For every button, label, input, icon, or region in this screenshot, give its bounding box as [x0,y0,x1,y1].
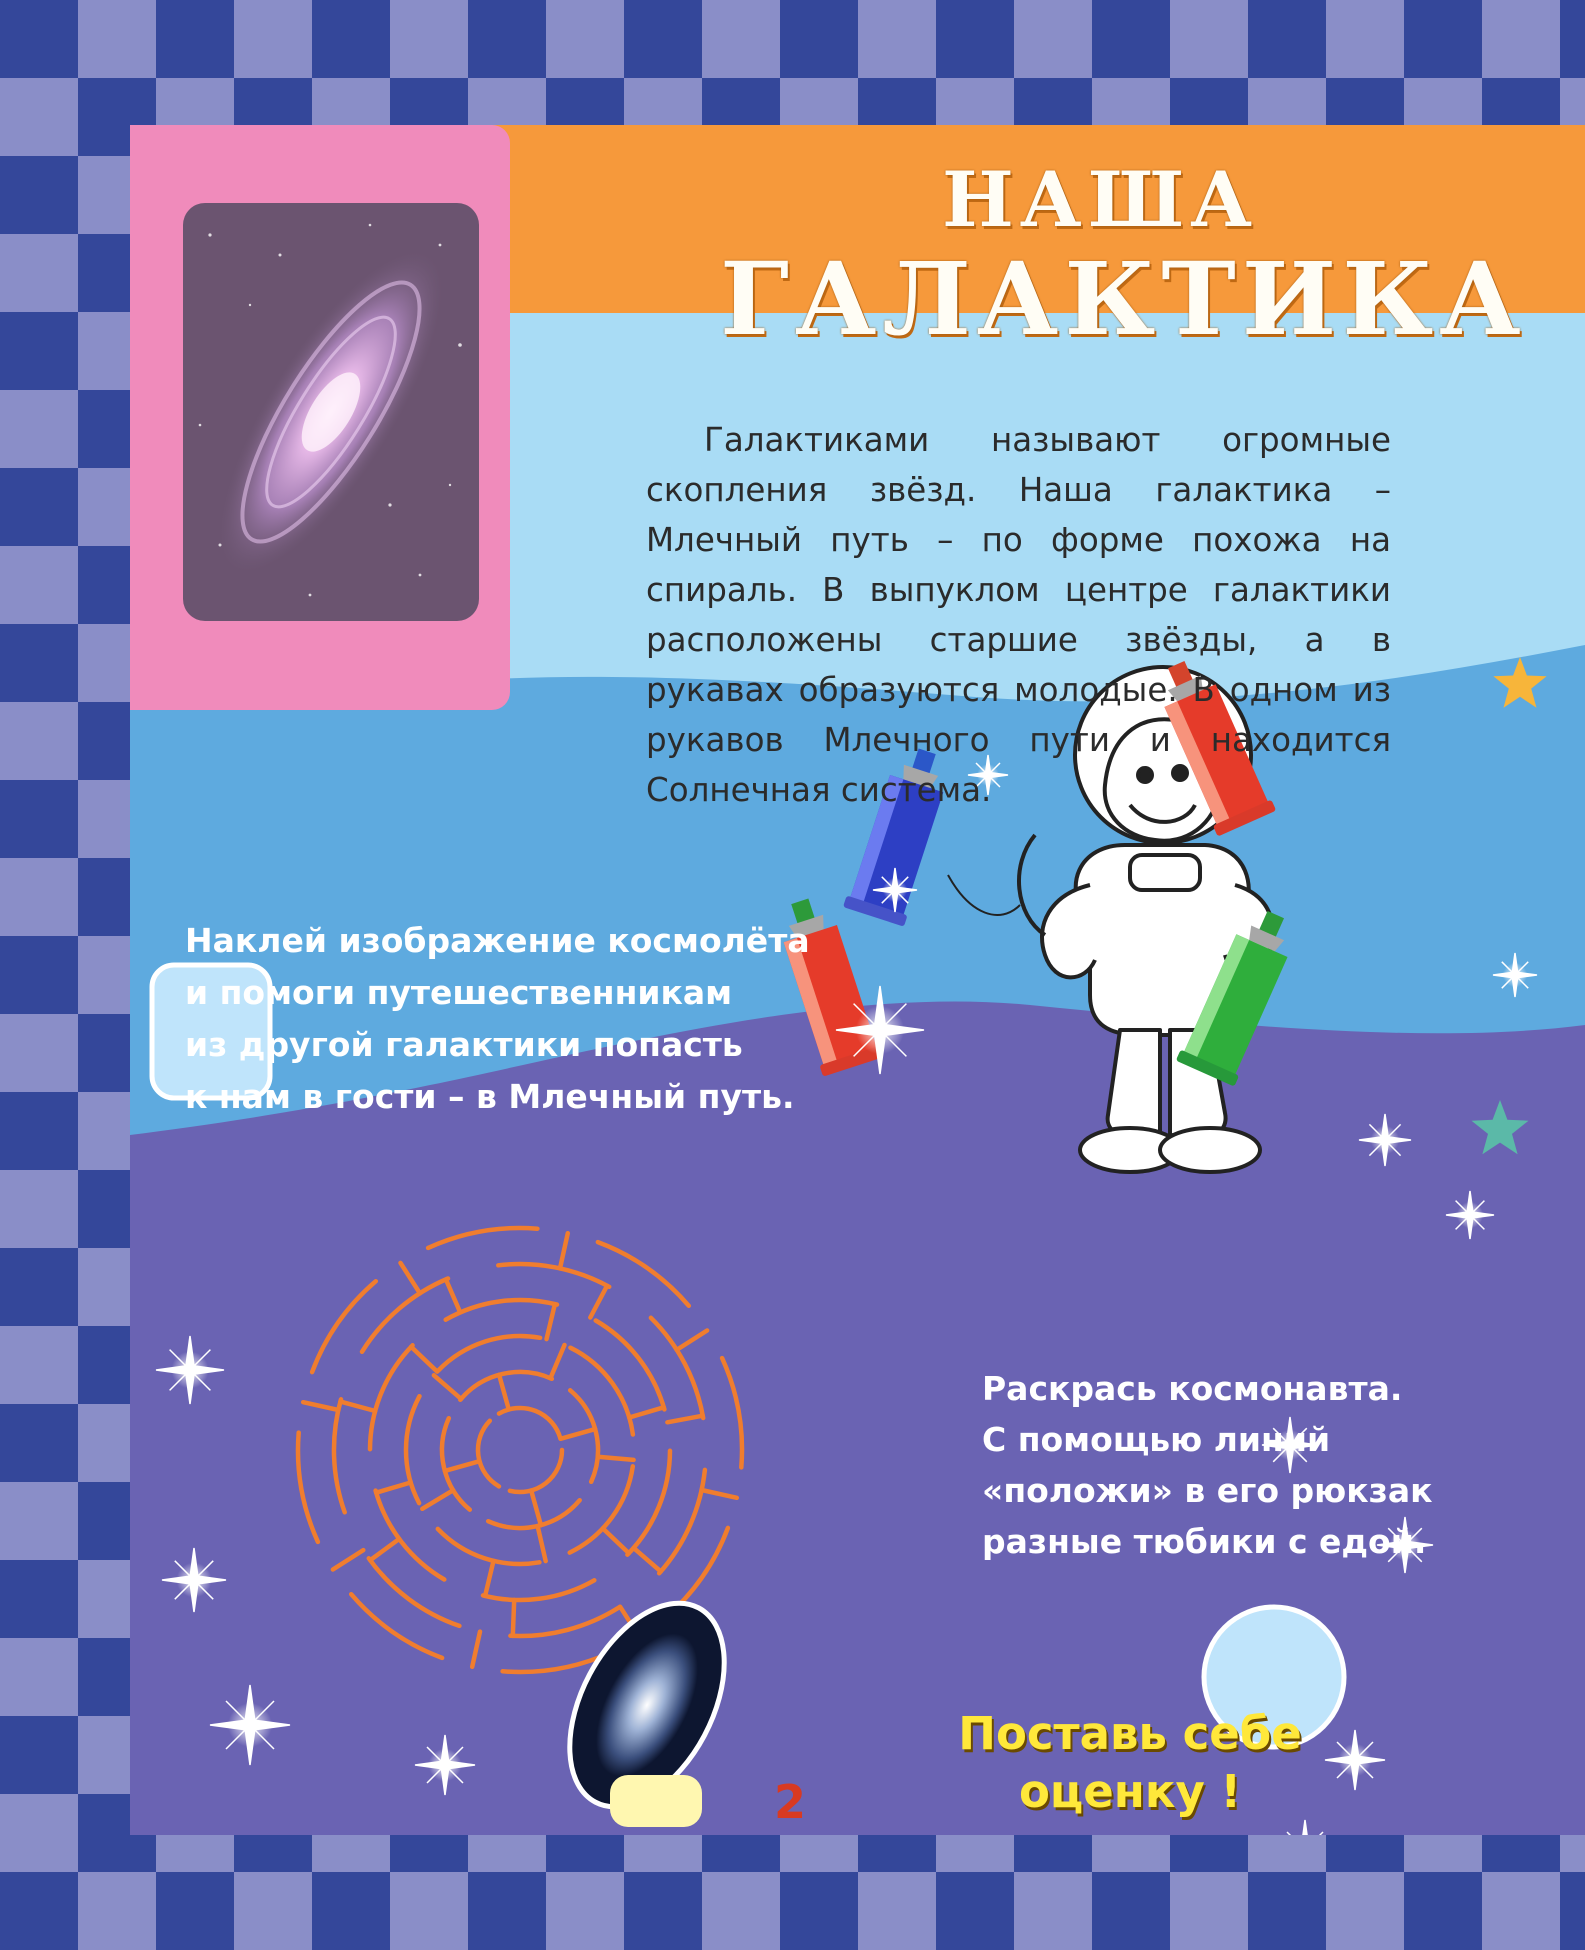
border-square [0,1404,78,1482]
border-square [156,1872,234,1950]
border-square [156,0,234,78]
border-square [0,858,78,936]
border-square [1560,0,1585,78]
border-square [0,0,78,78]
galaxy-description: Галактиками называют огромные скопления звёзд. Наша галактика – Млечный путь – по форме похожа на спираль. В выпуклом центре галактики расположены старшие звёзды, а в рукавах образуются молодые. В одном из рукавов Млечного пути и находится Солнечная система. [646,421,1391,809]
border-square [1014,0,1092,78]
border-square [936,1872,1014,1950]
border-square [1404,0,1482,78]
coloring-task-instructions [982,1363,1433,1567]
border-square [1014,1872,1092,1950]
border-square [0,1248,78,1326]
title-line-2: ГАЛАКТИКА [720,240,1527,358]
border-square [0,1482,78,1560]
border-square [1404,1872,1482,1950]
task-line: разные тюбики с едой. [982,1522,1427,1561]
border-square [0,1872,78,1950]
content-panel [130,125,1585,1835]
maze-task-instructions [185,915,810,1123]
border-square [858,1872,936,1950]
border-square [0,1716,78,1794]
border-square [0,702,78,780]
grade-line: оценку ! [1019,1765,1241,1818]
border-square [1170,1872,1248,1950]
border-square [0,1326,78,1404]
border-square [0,390,78,468]
task-line: «положи» в его рюкзак [982,1471,1433,1510]
border-square [624,1872,702,1950]
border-square [0,1014,78,1092]
grade-line: Поставь себе [958,1707,1302,1760]
maze-wall [513,1600,514,1636]
border-square [468,1872,546,1950]
border-square [1092,0,1170,78]
border-square [0,1638,78,1716]
border-square [312,0,390,78]
border-square [1326,0,1404,78]
task-line: Наклей изображение космолёта [185,921,810,960]
maze-wall [598,1457,634,1460]
title-line-1: НАША [942,155,1258,244]
page-number-tab [610,1775,702,1827]
border-square [1170,0,1248,78]
border-square [0,234,78,312]
galaxy-photo [180,203,481,621]
border-square [0,546,78,624]
border-square [780,0,858,78]
task-line: Раскрась космонавта. [982,1369,1403,1408]
border-square [1482,0,1560,78]
border-square [858,0,936,78]
border-square [1560,1872,1585,1950]
border-square [936,0,1014,78]
border-square [0,468,78,546]
task-line: из другой галактики попасть [185,1025,743,1064]
border-square [702,1872,780,1950]
task-line: С помощью линий [982,1420,1331,1459]
border-square [0,780,78,858]
border-square [234,0,312,78]
border-square [0,1170,78,1248]
border-square [0,624,78,702]
border-square [702,0,780,78]
border-square [312,1872,390,1950]
border-square [0,936,78,1014]
border-square [0,1092,78,1170]
border-square [0,1560,78,1638]
border-square [1326,1872,1404,1950]
border-square [0,312,78,390]
task-line: и помоги путешественникам [185,973,733,1012]
border-square [78,1872,156,1950]
grade-prompt [910,1705,1350,1821]
border-square [0,1794,78,1872]
border-square [1248,1872,1326,1950]
border-square [780,1872,858,1950]
border-square [234,1872,312,1950]
border-square [78,0,156,78]
border-square [468,0,546,78]
task-line: к нам в гости – в Млечный путь. [185,1077,795,1116]
border-square [390,0,468,78]
border-square [1248,0,1326,78]
border-square [546,0,624,78]
border-square [624,0,702,78]
page-number: 2 [773,1775,806,1829]
border-square [1092,1872,1170,1950]
border-square [390,1872,468,1950]
border-square [1482,1872,1560,1950]
border-square [0,78,78,156]
border-square [546,1872,624,1950]
border-square [0,156,78,234]
